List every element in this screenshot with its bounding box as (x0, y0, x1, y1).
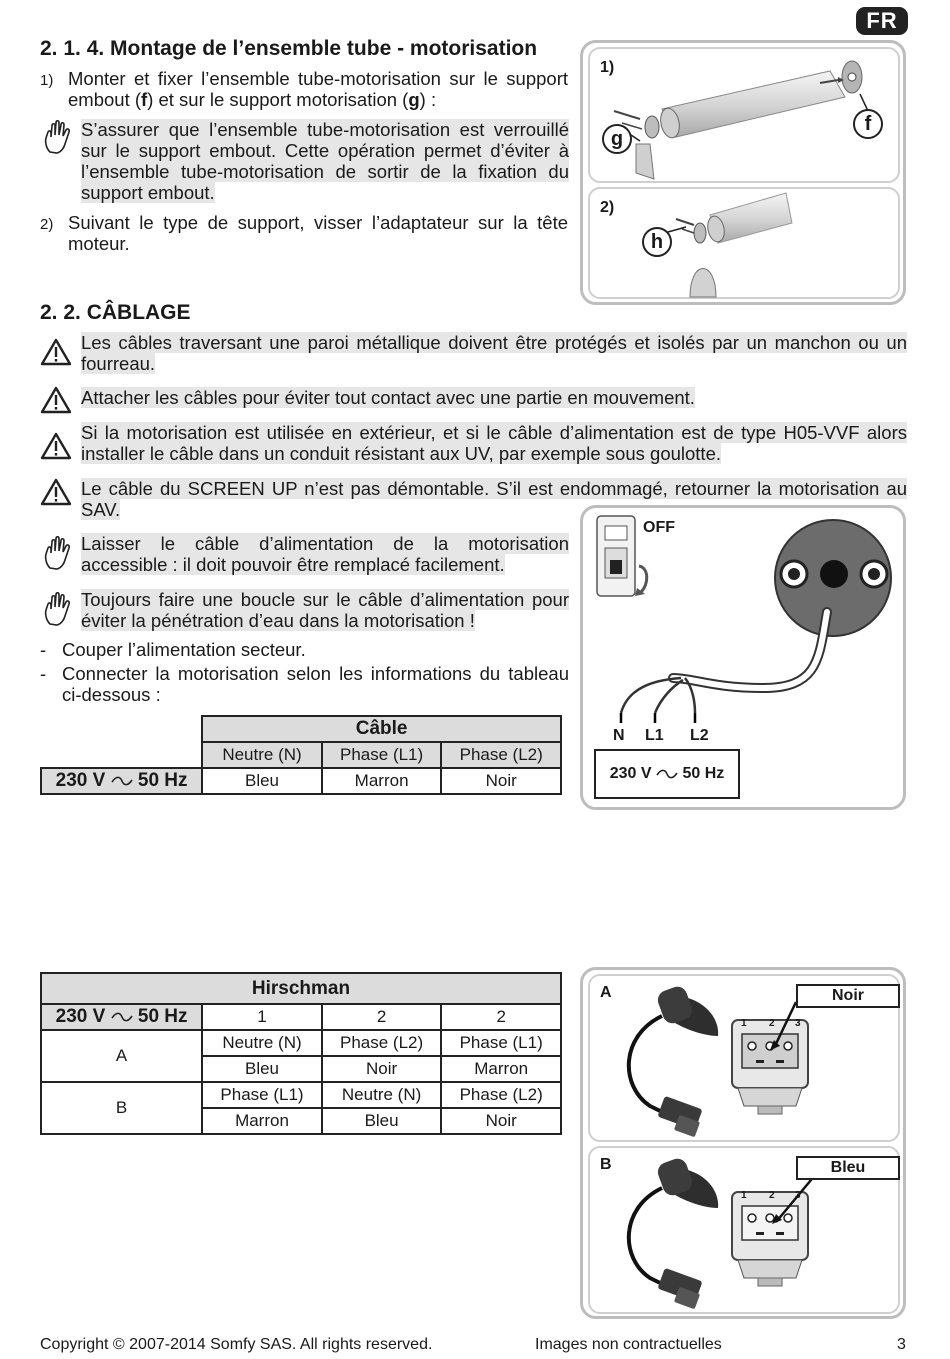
figure-step-2-panel (588, 187, 900, 299)
warning-icon (40, 478, 72, 506)
figure-hirschman (580, 967, 906, 1319)
cable-color-cell: Marron (322, 768, 442, 794)
ac-wave-icon (111, 1012, 133, 1022)
callout-h: h (642, 227, 672, 257)
wire-label-l2: L2 (690, 727, 709, 744)
hirschman-cell: Phase (L2) (322, 1030, 442, 1056)
hirschman-cell: Phase (L2) (441, 1082, 561, 1108)
pin-label: 3 (795, 1018, 801, 1029)
step-1-number: 1) (40, 72, 54, 89)
figure-wiring (580, 505, 906, 810)
note-cable-accessible (81, 533, 569, 575)
pin-number-cell: 1 (202, 1004, 322, 1030)
callout-f: f (853, 109, 883, 139)
step-1-text-a: Monter et fixer l’ensemble tube-motorisation sur le support embout ( (68, 68, 568, 110)
page-number: 3 (897, 1336, 906, 1353)
note-cable-loop (81, 589, 569, 631)
hirschman-supply-voltage: 230 V (55, 1006, 106, 1027)
warning-icon (40, 386, 72, 414)
note-verrouille-text: S’assurer que l’ensemble tube-motorisation est verrouillé sur le support embout. Cette opération permet d’éviter à l’ensemble tube-motorisation de sortir de la fixation du support embout. (81, 119, 569, 203)
figure-step-1-label: 1) (600, 59, 615, 76)
footer-copyright: Copyright © 2007-2014 Somfy SAS. All rights reserved. (40, 1336, 433, 1353)
footer-disclaimer: Images non contractuelles (535, 1336, 722, 1353)
figure-step-2-label: 2) (600, 199, 615, 216)
warning-metal-wall-text: Les câbles traversant une paroi métallique doivent être protégés et isolés par un manchon ou un fourreau. (81, 332, 907, 374)
step-1-text-b: ) et sur le support motorisation ( (147, 89, 409, 110)
note-cable-loop-text: Toujours faire une boucle sur le câble d’alimentation pour éviter la pénétration d’eau dans la motorisation ! (81, 589, 569, 631)
cable-col-header: Neutre (N) (202, 742, 322, 768)
connector-b-label: B (600, 1156, 612, 1173)
wire-label-l1: L1 (645, 727, 664, 744)
supply-label (41, 768, 202, 794)
step-2-number: 2) (40, 216, 54, 233)
warning-outdoor-uv (81, 422, 907, 464)
supply-frequency: 50 Hz (137, 770, 188, 791)
hirschman-supply-frequency: 50 Hz (137, 1006, 188, 1027)
hirschman-cell: Marron (202, 1108, 322, 1134)
step-1-ref-g: g (408, 89, 420, 110)
cable-col-header: Phase (L1) (322, 742, 442, 768)
hand-icon (42, 536, 72, 570)
hand-icon (42, 120, 72, 154)
section-title-montage: 2. 1. 4. Montage de l’ensemble tube - motorisation (40, 37, 538, 60)
bullet-cut-power: - Couper l’alimentation secteur. (40, 639, 306, 660)
connector-panel-b (588, 1146, 900, 1314)
hirschman-row-label: A (41, 1030, 202, 1082)
hirschman-cell: Phase (L1) (202, 1082, 322, 1108)
hirschman-cell: Neutre (N) (322, 1082, 442, 1108)
step-2-text: Suivant le type de support, visser l’adaptateur sur la tête moteur. (68, 212, 568, 254)
note-cable-accessible-text: Laisser le câble d’alimentation de la motorisation accessible : il doit pouvoir être remplacé facilement. (81, 533, 569, 575)
table-empty-corner (41, 716, 202, 742)
cable-table-header: Câble (202, 716, 561, 742)
language-badge: FR (856, 7, 908, 35)
table-empty-corner (41, 742, 202, 768)
hirschman-table (40, 972, 562, 1135)
figure-step-1-panel (588, 47, 900, 183)
pin-number-cell: 2 (322, 1004, 442, 1030)
cable-color-cell: Noir (441, 768, 561, 794)
ac-wave-icon (656, 769, 678, 779)
pin-label: 2 (769, 1190, 775, 1201)
section-title-cablage: 2. 2. CÂBLAGE (40, 301, 191, 324)
warning-metal-wall (81, 332, 907, 374)
breaker-off-label: OFF (643, 519, 675, 536)
hirschman-cell: Bleu (202, 1056, 322, 1082)
step-1-ref-f: f (141, 89, 148, 110)
hirschman-supply-label (41, 1004, 202, 1030)
warning-moving-parts-text: Attacher les câbles pour éviter tout contact avec une partie en mouvement. (81, 387, 695, 408)
hirschman-cell: Neutre (N) (202, 1030, 322, 1056)
supply-box (594, 749, 740, 799)
pin-label: 1 (741, 1018, 747, 1029)
hirschman-row-label: B (41, 1082, 202, 1134)
warning-icon (40, 432, 72, 460)
hirschman-cell: Bleu (322, 1108, 442, 1134)
warning-moving-parts (81, 387, 907, 408)
step-1 (40, 68, 568, 110)
adapter-illustration (590, 189, 902, 301)
hirschman-cell: Noir (322, 1056, 442, 1082)
cable-color-table (40, 715, 562, 795)
bullet-cut-power-text: Couper l’alimentation secteur. (62, 639, 306, 660)
supply-voltage: 230 V (55, 770, 106, 791)
step-2 (40, 212, 568, 254)
pin-number-cell: 2 (441, 1004, 561, 1030)
hirschman-cell: Marron (441, 1056, 561, 1082)
hirschman-cell: Phase (L1) (441, 1030, 561, 1056)
wire-color-tag-a: Noir (796, 984, 900, 1008)
pin-label: 3 (795, 1190, 801, 1201)
warning-icon (40, 338, 72, 366)
note-verrouille (81, 119, 569, 203)
bullet-connect: - Connecter la motorisation selon les informations du tableau ci-dessous : (40, 663, 569, 705)
pin-label: 2 (769, 1018, 775, 1029)
connector-a-label: A (600, 984, 612, 1001)
pin-label: 1 (741, 1190, 747, 1201)
supply-box-frequency: 50 Hz (682, 765, 725, 782)
hand-icon (42, 592, 72, 626)
hirschman-cell: Noir (441, 1108, 561, 1134)
callout-g: g (602, 124, 632, 154)
warning-screen-up-cable-text: Le câble du SCREEN UP n’est pas démontable. S’il est endommagé, retourner la motorisation au SAV. (81, 478, 907, 520)
ac-wave-icon (111, 776, 133, 786)
hirschman-header: Hirschman (41, 973, 561, 1004)
wire-color-tag-b: Bleu (796, 1156, 900, 1180)
wire-label-n: N (613, 727, 625, 744)
cable-color-cell: Bleu (202, 768, 322, 794)
warning-outdoor-uv-text: Si la motorisation est utilisée en extérieur, et si le câble d’alimentation est de type H05-VVF alors installer le câble dans un conduit résistant aux UV, par exemple sous goulotte. (81, 422, 907, 464)
cable-col-header: Phase (L2) (441, 742, 561, 768)
bullet-connect-text: Connecter la motorisation selon les informations du tableau ci-dessous : (62, 663, 569, 705)
connector-panel-a (588, 974, 900, 1142)
step-1-text-c: ) : (419, 89, 437, 110)
figure-tube-assembly (580, 40, 906, 305)
supply-box-voltage: 230 V (609, 765, 652, 782)
